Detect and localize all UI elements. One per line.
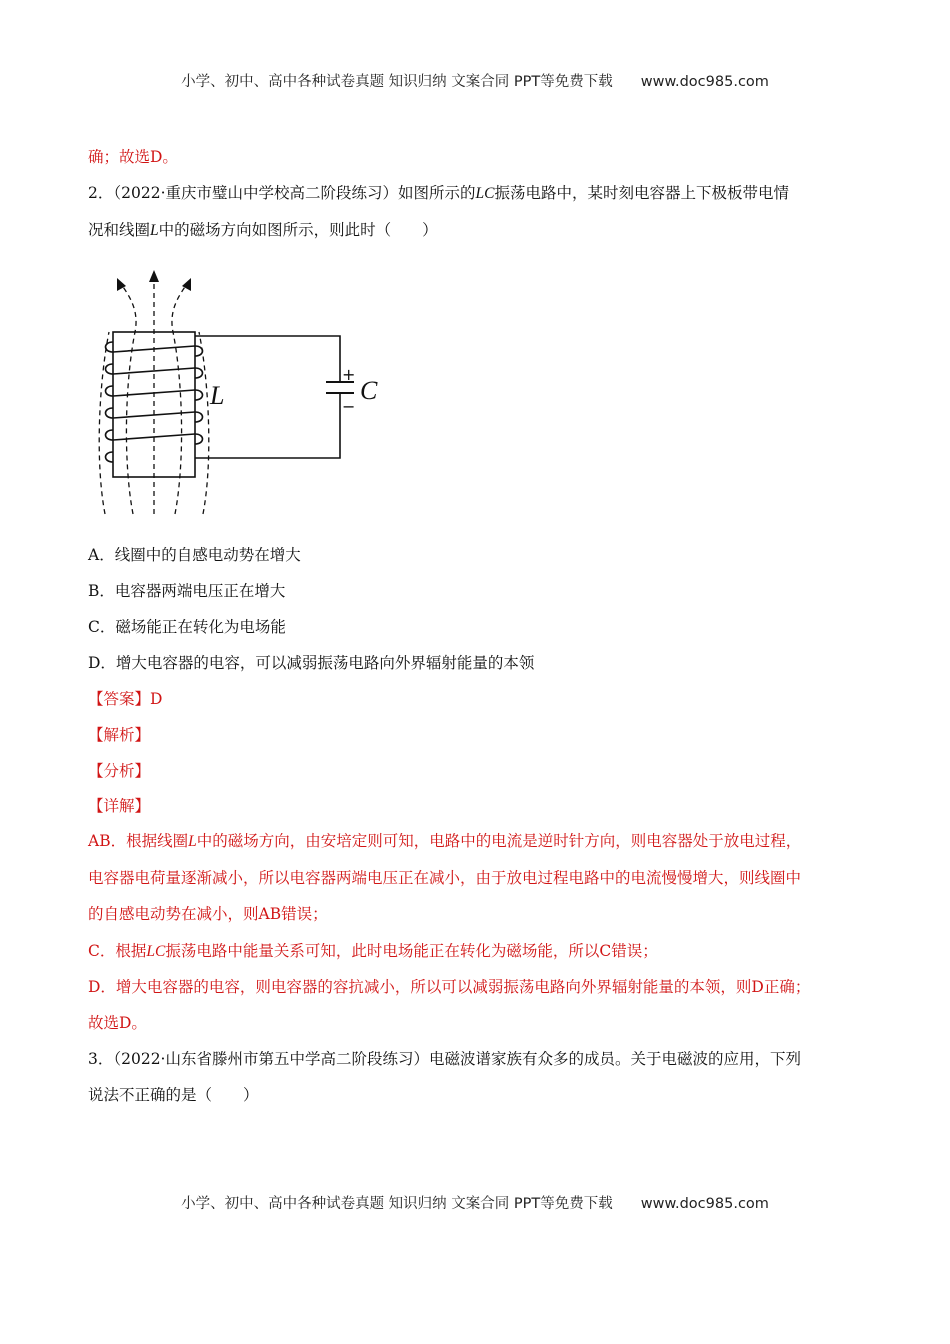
- symbol-l: L: [150, 222, 159, 239]
- label-minus: −: [342, 397, 356, 416]
- stem-text: 振荡电路中，某时刻电容器上下极板带电情: [494, 184, 789, 202]
- question-3-stem-cont: 说法不正确的是（ ）: [88, 1086, 259, 1104]
- wire-top: [195, 336, 340, 374]
- option-d: D．增大电容器的电容，可以减弱振荡电路向外界辐射能量的本领: [88, 654, 535, 672]
- analysis-label: 【解析】: [88, 726, 151, 744]
- header-text: 小学、初中、高中各种试卷真题 知识归纳 文案合同 PPT等免费下载: [181, 74, 613, 90]
- stem-text: 况和线圈: [88, 221, 151, 239]
- header-site[interactable]: www.doc985.com: [640, 74, 769, 90]
- lc-circuit-figure: [95, 262, 395, 522]
- detail-text: 中的磁场方向，由安培定则可知，电路中的电流是逆时针方向，则电容器处于放电过程，: [196, 832, 802, 850]
- symbol-lc: LC: [146, 943, 166, 960]
- answer-line: [88, 688, 868, 710]
- detail-text: 振荡电路中能量关系可知，此时电场能正在转化为磁场能，所以C错误；: [165, 942, 658, 960]
- footer-text: 小学、初中、高中各种试卷真题 知识归纳 文案合同 PPT等免费下载: [181, 1196, 613, 1212]
- detail-line-2: 电容器电荷量逐渐减小，所以电容器两端电压正在减小，由于放电过程电路中的电流慢慢增大，则线圈中: [88, 869, 802, 887]
- label-l: L: [210, 381, 225, 410]
- magnetic-field-lines: [99, 280, 209, 514]
- detail-label: 【详解】: [88, 797, 151, 815]
- detail-text: AB．根据线圈: [88, 832, 189, 850]
- label-c: C: [360, 376, 378, 405]
- option-b: B．电容器两端电压正在增大: [88, 582, 286, 600]
- option-c: C．磁场能正在转化为电场能: [88, 618, 286, 636]
- answer-value: D: [150, 690, 163, 708]
- page-footer: [0, 1192, 950, 1213]
- footer-site[interactable]: www.doc985.com: [640, 1196, 769, 1212]
- detail-line-6: 故选D。: [88, 1014, 147, 1032]
- question-number: 2．: [88, 184, 114, 202]
- stem-text: 中的磁场方向如图所示，则此时（ ）: [158, 221, 438, 239]
- question-source: （2022·重庆市璧山中学校高二阶段练习）: [113, 184, 398, 202]
- detail-text: C．根据: [88, 942, 147, 960]
- fenxi-label: 【分析】: [88, 762, 151, 780]
- page-header: [0, 70, 950, 91]
- option-a: A．线圈中的自感电动势在增大: [88, 546, 301, 564]
- prev-answer-tail: 确；故选D。: [88, 148, 178, 166]
- symbol-l: L: [188, 833, 197, 850]
- detail-line-3: 的自感电动势在减小，则AB错误；: [88, 905, 328, 923]
- symbol-lc: LC: [475, 185, 495, 202]
- question-2-stem-cont: [88, 219, 868, 242]
- answer-label: 【答案】: [88, 690, 151, 708]
- question-2-stem: [88, 182, 868, 205]
- detail-line-1: [88, 830, 868, 853]
- label-plus: +: [342, 365, 356, 384]
- stem-text: 如图所示的: [398, 184, 476, 202]
- question-3-stem: 3．（2022·山东省滕州市第五中学高二阶段练习）电磁波谱家族有众多的成员。关于电磁波的应用，下列: [88, 1050, 801, 1068]
- detail-line-4: [88, 940, 868, 963]
- detail-line-5: D．增大电容器的电容，则电容器的容抗减小，所以可以减弱振荡电路向外界辐射能量的本领，则D正确；: [88, 978, 811, 996]
